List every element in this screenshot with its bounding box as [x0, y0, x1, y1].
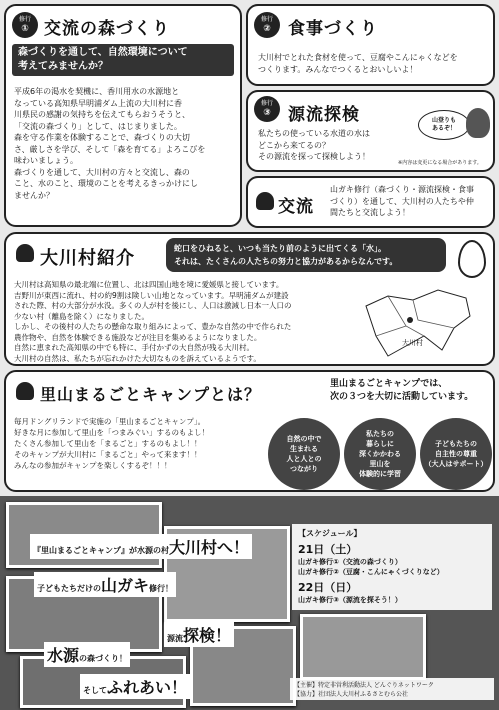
food-badge [254, 12, 280, 38]
source-body: 私たちの使っている水道の水は どこから来てるの？ その源流を探って探検しよう！ [258, 129, 370, 161]
camp-lead: 里山まるごとキャンプでは、 次の３つを大切に活動しています。 [330, 379, 474, 402]
badge-label: 修行 [18, 16, 31, 23]
caption-3-emphasis: 探検！ [183, 626, 232, 645]
schedule-d2a: 山ガキ修行③（源流を探そう！） [298, 596, 402, 604]
speech-bubble: 山登りも あるぞ！ [418, 110, 470, 140]
exchange-title: 交流 [278, 197, 314, 217]
schedule-d1a: 山ガキ修行①（交流の森づくり） [298, 558, 402, 566]
caption-5-text: そして [83, 686, 107, 695]
badge-label: 修行 [260, 16, 273, 23]
source-badge [254, 96, 280, 122]
map-label: 大川村 [402, 339, 423, 347]
food-section [246, 4, 495, 86]
intro-body: 大川村は高知県の最北端に位置し、北は四国山地を境に愛媛県と接しています。 吉野川が東西に流れ、村の約9割は険しい山地となっています。早明浦ダムが建設 された際、村の大部分が水没。多くの人が村を後にし、人口は激減し日本一人口の 少ない村（離島を除く）になりました。 しかし、その後村の人たちの懸命な取り組みによって、豊かな自然の中で作られた 農作物や、自然を体験できる施設などが注目を集めるようになりました。 自然に恵まれた高知県の中でも特に、手付かずの大自然が残る大川村。 大川村の自然は、私たちが忘れかけた大切なものを訴えているようです。 [14, 280, 292, 363]
schedule-day2: 22日（日） [298, 581, 358, 594]
caption-4 [44, 642, 130, 667]
camp-circle-1: 自然の中で 生まれる 人と人との つながり [268, 418, 340, 490]
caption-2-emphasis: 山ガキ [101, 576, 150, 595]
caption-3-text: 源流 [167, 634, 183, 643]
exchange-section [246, 176, 495, 228]
camp-section [4, 370, 495, 492]
map-marker [407, 317, 413, 323]
intro-title: 大川村紹介 [40, 248, 135, 269]
footer-coop: 【協力】社団法人大川村ふるさとむら公社 [294, 691, 409, 698]
camp-body: 毎月ドングリランドで実施の「里山まるごとキャンプ」。 好きな月に参加して里山を「つまみぐい」するのもよし！ たくさん参加して里山を「まるごと」するのもよし！！ そのキャンプが大川村に「まるごと」やって来ます！！ みんなの参加がキャンプを楽しくするぞ！！！ [14, 417, 209, 470]
intro-icon [16, 244, 34, 262]
caption-5-emphasis: ふれあい！ [107, 678, 188, 697]
footer-host: 【主催】特定非営利活動法人 どんぐりネットワーク [294, 682, 434, 689]
caption-4-text: の森づくり！ [79, 654, 128, 663]
source-note: ※内容は変更になる場合があります。 [398, 160, 482, 166]
photo-collage [0, 496, 499, 710]
source-title: 源流探検 [288, 105, 360, 125]
water-drop-icon [458, 240, 486, 278]
caption-1 [30, 534, 252, 559]
forest-section [4, 4, 242, 227]
forest-body: 平成6年の渇水を契機に、香川用水の水源地と なっている高知県早明浦ダム上流の大川村に香 川県民の感謝の気持ちを伝えてもらおうそうと、 「交流の森づくり」として、はじまりました。 森を守る作業を体験することで、森づくりの大切 さ、厳しさを学び、そして「森を育てる」よろこびを 味わいましょう。 森づくりを通して、大川村の方々と交流し、森の こと、水のこと、環境のことを考えるきっかけにし ませんか？ [14, 87, 206, 200]
exchange-body: 山ガキ修行（森づくり・源流探検・食事 づくり）を通して、大川村の人たちや仲 間たちと交流しよう！ [330, 185, 474, 217]
schedule-d1b: 山ガキ修行②（豆腐・こんにゃくづくりなど） [298, 568, 444, 576]
food-body: 大川村でとれた食材を使って、豆腐やこんにゃくなどを つくります。みんなでつくるとおいしいよ！ [258, 53, 458, 74]
intro-section [4, 232, 495, 366]
caption-5 [80, 674, 190, 699]
caption-3 [164, 622, 234, 647]
mascot-icon [466, 108, 490, 138]
caption-2-text: 子どもたちだけの [37, 584, 101, 593]
badge-label: 修行 [260, 100, 273, 107]
schedule-day1: 21日（土） [298, 543, 358, 556]
food-title: 食事づくり [288, 19, 378, 39]
badge-number: ① [21, 24, 29, 34]
camp-title: 里山まるごとキャンプとは？ [40, 385, 262, 404]
footer-panel [290, 678, 494, 700]
schedule-heading: 【スケジュール】 [298, 529, 362, 538]
forest-banner: 森づくりを通して、自然環境について 考えてみませんか？ [12, 44, 234, 76]
photo-5 [300, 614, 426, 680]
badge-number: ③ [263, 108, 271, 118]
forest-title: 交流の森づくり [44, 19, 170, 39]
caption-4-emphasis: 水源 [47, 646, 80, 665]
caption-2 [34, 572, 176, 597]
camp-circle-3: 子どもたちの 自主性の尊重 （大人はサポート） [420, 418, 492, 490]
forest-badge [12, 12, 38, 38]
caption-1-emphasis: 大川村へ！ [169, 538, 250, 557]
intro-lead: 蛇口をひねると、いつも当たり前のように出てくる「水」。 それは、たくさんの人たちの努力と協力があるからなんです。 [166, 238, 446, 272]
camp-icon [16, 382, 34, 400]
caption-1-text: 『里山まるごとキャンプ』が水源の村 [33, 546, 169, 555]
caption-2-suffix: 修行！ [149, 584, 174, 593]
schedule-panel [292, 524, 492, 610]
badge-number: ② [263, 24, 271, 34]
source-section [246, 90, 495, 172]
camp-circle-2: 私たちの 暮らしに 深くかかわる 里山を 体験的に学習 [344, 418, 416, 490]
exchange-icon [256, 192, 274, 210]
